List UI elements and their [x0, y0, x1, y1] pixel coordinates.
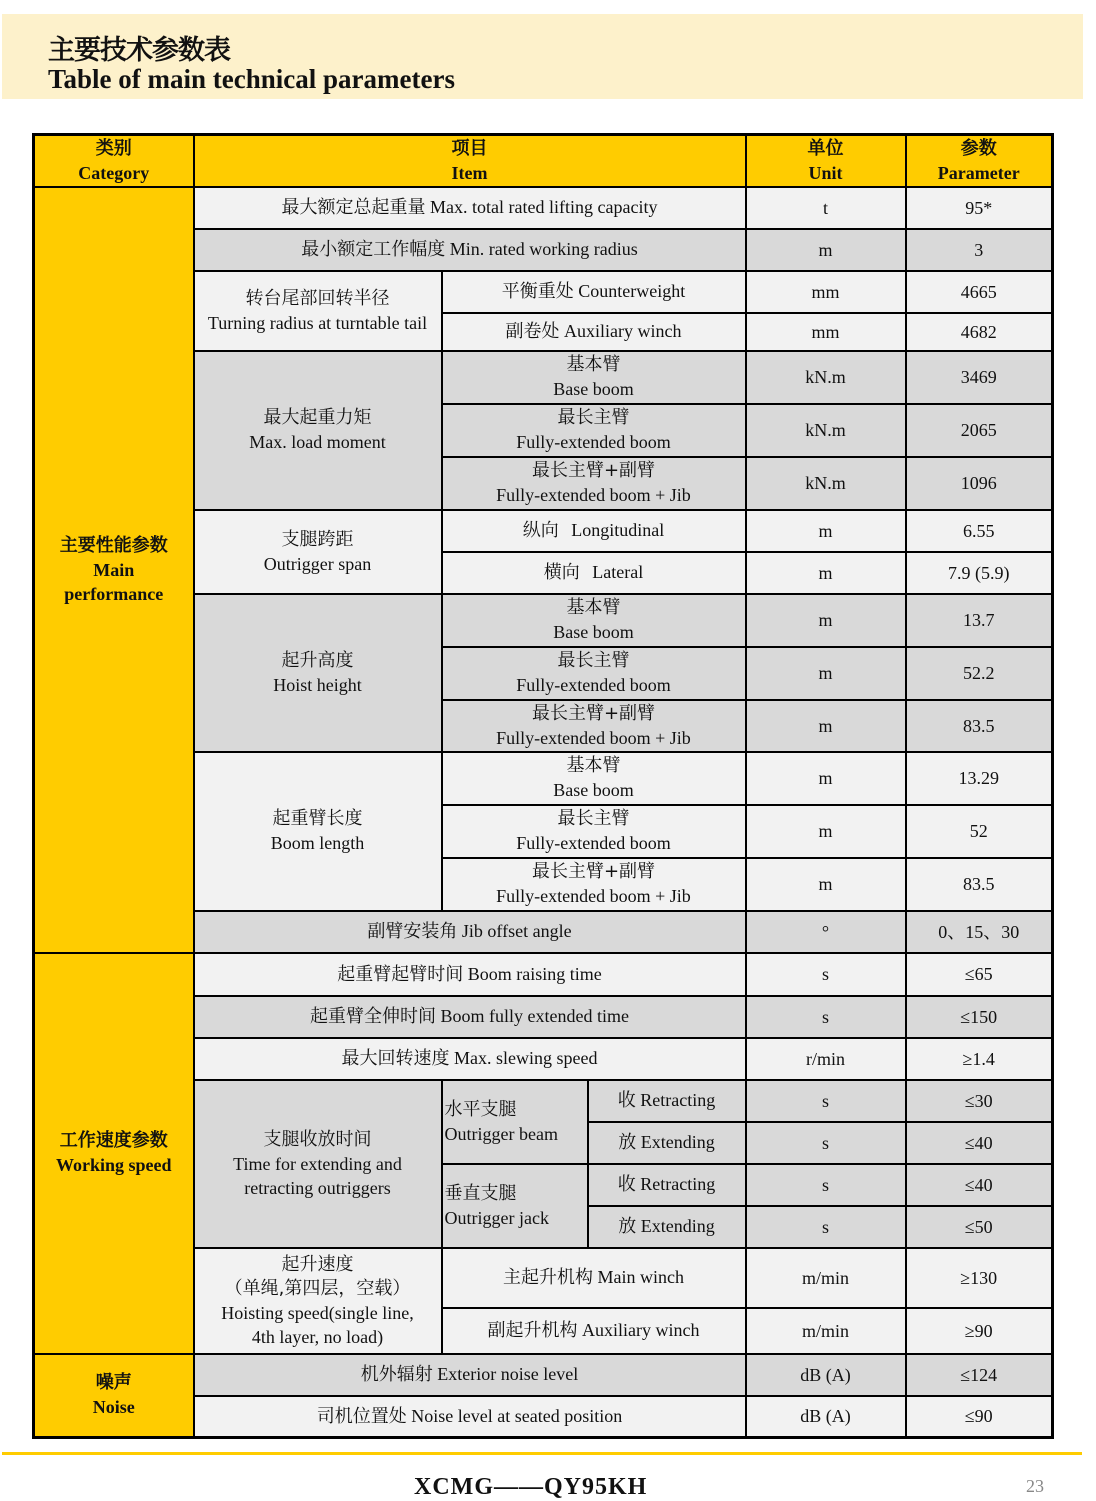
cell-text: 垂直支腿	[444, 1182, 517, 1204]
value-cell: 1096	[906, 457, 1053, 510]
cell-text: Fully-extended boom + Jib	[496, 727, 691, 748]
cell-text: Max. load moment	[249, 432, 386, 452]
unit-cell: m	[746, 510, 906, 552]
cell-text: 最长主臂+副臂	[531, 460, 656, 481]
cell-text: 主起升机构	[503, 1267, 593, 1288]
group-outrigger-beam	[442, 1080, 588, 1164]
cell-text: Outrigger beam	[444, 1123, 558, 1144]
cell-text: 纵向	[522, 520, 559, 541]
cell-text: Main	[93, 559, 135, 580]
unit-cell: dB (A)	[746, 1396, 906, 1438]
value-cell: 0、15、30	[906, 911, 1053, 953]
unit-cell: s	[746, 1206, 906, 1248]
item-cell	[442, 700, 746, 752]
header-parameter	[906, 135, 1053, 187]
value-cell: 4682	[906, 313, 1053, 351]
category-main-performance	[34, 187, 194, 953]
title-en: Table of main technical parameters	[48, 64, 455, 94]
group-tail-radius	[194, 271, 442, 351]
title-zh: 主要技术参数表	[48, 35, 230, 66]
table-row	[34, 187, 1053, 229]
cell-text: Fully-extended boom	[516, 675, 671, 695]
value-cell: ≥130	[906, 1248, 1053, 1308]
cell-text: Base boom	[553, 379, 634, 399]
cell-text: 类别	[95, 137, 132, 159]
cell-text: Lateral	[592, 562, 644, 582]
item-cell	[194, 187, 746, 229]
unit-cell: m	[746, 594, 906, 647]
cell-text: Fully-extended boom + Jib	[496, 485, 691, 505]
unit-cell: mm	[746, 313, 906, 351]
item-cell	[442, 351, 746, 404]
value-cell: 13.29	[906, 752, 1053, 805]
cell-text: Boom length	[270, 833, 365, 853]
group-load-moment	[194, 351, 442, 510]
cell-text: 最长主臂	[557, 808, 630, 829]
cell-text: 最小额定工作幅度	[301, 239, 446, 260]
cell-text: performance	[64, 583, 164, 604]
unit-cell: m/min	[746, 1248, 906, 1308]
cell-text: Noise level at seated position	[411, 1405, 623, 1426]
cell-text: retracting outriggers	[244, 1177, 391, 1198]
item-cell	[442, 594, 746, 647]
cell-text: 最长主臂	[557, 407, 630, 428]
group-outrigger-jack	[442, 1164, 588, 1248]
unit-cell: °	[746, 911, 906, 953]
cell-text: Boom fully extended time	[440, 1006, 629, 1026]
cell-text: 最长主臂+副臂	[531, 861, 656, 882]
value-cell: ≤30	[906, 1080, 1053, 1122]
cell-text: 基本臂	[566, 755, 621, 776]
cell-text: 起升高度	[281, 649, 354, 671]
item-cell	[442, 647, 746, 700]
cell-text: Max. slewing speed	[454, 1048, 598, 1068]
value-cell: 7.9 (5.9)	[906, 552, 1053, 594]
cell-text: 起重臂长度	[272, 808, 363, 829]
value-cell: 2065	[906, 404, 1053, 457]
value-cell: ≤65	[906, 953, 1053, 996]
group-hoist-height	[194, 594, 442, 752]
cell-text: （单绳,第四层，空载）	[224, 1277, 411, 1299]
cell-text: 放	[618, 1216, 637, 1237]
item-cell	[194, 229, 746, 271]
unit-cell: kN.m	[746, 457, 906, 510]
value-cell: 52.2	[906, 647, 1053, 700]
item-cell	[442, 552, 746, 594]
cell-text: 起重臂起臂时间	[337, 963, 464, 985]
unit-cell: mm	[746, 271, 906, 313]
value-cell: ≤90	[906, 1396, 1053, 1438]
value-cell: 3469	[906, 351, 1053, 404]
cell-text: 副起升机构	[487, 1320, 578, 1341]
unit-cell: m	[746, 752, 906, 805]
unit-cell: m	[746, 858, 906, 911]
unit-cell: m	[746, 552, 906, 594]
item-cell	[442, 805, 746, 858]
item-cell	[194, 953, 746, 996]
cell-text: 基本臂	[566, 354, 621, 375]
group-hoisting-speed	[194, 1248, 442, 1354]
header-category	[34, 135, 194, 187]
unit-cell: kN.m	[746, 404, 906, 457]
parameters-table	[32, 133, 1054, 1439]
item-cell	[194, 1396, 746, 1438]
cell-text: 参数	[960, 137, 997, 159]
table-header	[34, 135, 1053, 187]
value-cell: 6.55	[906, 510, 1053, 552]
cell-text: Extending	[640, 1216, 715, 1236]
unit-cell: s	[746, 953, 906, 996]
cell-text: Category	[78, 162, 150, 183]
item-cell	[588, 1164, 746, 1206]
cell-text: 平衡重处	[501, 281, 574, 302]
value-cell: 83.5	[906, 700, 1053, 752]
cell-text: Exterior noise level	[437, 1364, 579, 1384]
item-cell	[442, 404, 746, 457]
header-item	[194, 135, 746, 187]
cell-text: 支腿收放时间	[263, 1128, 372, 1150]
table-row	[34, 1354, 1053, 1396]
cell-text: 最长主臂	[557, 650, 630, 671]
title-banner	[2, 14, 1083, 99]
unit-cell: s	[746, 1080, 906, 1122]
value-cell: 95*	[906, 187, 1053, 229]
item-cell	[588, 1206, 746, 1248]
footer-divider	[2, 1452, 1082, 1455]
cell-text: Max. total rated lifting capacity	[430, 197, 658, 217]
cell-text: Retracting	[640, 1174, 716, 1194]
unit-cell: m	[746, 700, 906, 752]
cell-text: 转台尾部回转半径	[245, 287, 390, 309]
item-cell	[194, 911, 746, 953]
value-cell: 52	[906, 805, 1053, 858]
item-cell	[442, 858, 746, 911]
value-cell: 83.5	[906, 858, 1053, 911]
unit-cell: t	[746, 187, 906, 229]
unit-cell: s	[746, 1122, 906, 1164]
item-cell	[194, 996, 746, 1038]
unit-cell: m/min	[746, 1308, 906, 1354]
cell-text: Auxiliary winch	[582, 1320, 700, 1340]
cell-text: Parameter	[937, 162, 1020, 183]
cell-text: Jib offset angle	[461, 921, 572, 941]
cell-text: Auxiliary winch	[564, 321, 682, 341]
cell-text: 横向	[543, 562, 580, 583]
cell-text: 工作速度参数	[59, 1130, 168, 1151]
cell-text: 收	[617, 1174, 636, 1195]
unit-cell: m	[746, 805, 906, 858]
cell-text: Extending	[640, 1132, 715, 1152]
unit-cell: m	[746, 647, 906, 700]
group-outrigger-time	[194, 1080, 442, 1248]
unit-cell: m	[746, 229, 906, 271]
cell-text: 最大起重力矩	[263, 407, 372, 428]
cell-text: 主要性能参数	[59, 534, 168, 556]
cell-text: 放	[618, 1132, 637, 1153]
cell-text: 副卷处	[505, 321, 560, 342]
cell-text: 最大额定总起重量	[281, 197, 426, 218]
value-cell: 4665	[906, 271, 1053, 313]
cell-text: Noise	[92, 1397, 135, 1418]
cell-text: Base boom	[553, 622, 634, 642]
cell-text: 最大回转速度	[341, 1048, 450, 1069]
table-row	[34, 953, 1053, 996]
item-cell	[442, 457, 746, 510]
cell-text: Fully-extended boom	[516, 833, 671, 853]
value-cell: ≥1.4	[906, 1038, 1053, 1080]
value-cell: 3	[906, 229, 1053, 271]
cell-text: Item	[451, 162, 488, 183]
value-cell: ≥90	[906, 1308, 1053, 1354]
cell-text: 支腿跨距	[281, 528, 354, 550]
cell-text: Retracting	[640, 1090, 716, 1110]
cell-text: Boom raising time	[467, 963, 602, 984]
cell-text: Unit	[808, 162, 843, 183]
cell-text: 单位	[807, 137, 844, 159]
unit-cell: s	[746, 1164, 906, 1206]
cell-text: 机外辐射	[360, 1364, 433, 1385]
item-cell	[588, 1080, 746, 1122]
group-boom-length	[194, 752, 442, 911]
cell-text: Fully-extended boom + Jib	[496, 886, 691, 906]
cell-text: Time for extending and	[233, 1153, 402, 1174]
item-cell	[442, 1248, 746, 1308]
cell-text: Outrigger span	[263, 553, 372, 574]
cell-text: 水平支腿	[444, 1098, 517, 1120]
header-unit	[746, 135, 906, 187]
value-cell: ≤40	[906, 1122, 1053, 1164]
item-cell	[442, 313, 746, 351]
page-number: 23	[1026, 1476, 1044, 1496]
unit-cell: r/min	[746, 1038, 906, 1080]
cell-text: Hoist height	[273, 674, 362, 695]
cell-text: Longitudinal	[571, 520, 665, 540]
cell-text: Counterweight	[578, 281, 686, 301]
cell-text: Turning radius at turntable tail	[207, 312, 428, 333]
footer-model: XCMG——QY95KH	[414, 1474, 648, 1500]
cell-text: 最长主臂+副臂	[531, 702, 656, 724]
cell-text: 收	[617, 1090, 636, 1111]
cell-text: 起重臂全伸时间	[310, 1006, 437, 1027]
unit-cell: kN.m	[746, 351, 906, 404]
item-cell	[194, 1354, 746, 1396]
value-cell: ≤40	[906, 1164, 1053, 1206]
cell-text: 基本臂	[566, 597, 621, 618]
value-cell: ≤150	[906, 996, 1053, 1038]
cell-text: 噪声	[95, 1372, 132, 1394]
item-cell	[194, 1038, 746, 1080]
cell-text: 项目	[451, 137, 488, 159]
group-outrigger-span	[194, 510, 442, 594]
cell-text: Outrigger jack	[444, 1207, 549, 1228]
category-working-speed	[34, 953, 194, 1354]
cell-text: 4th layer, no load)	[251, 1326, 384, 1347]
cell-text: Fully-extended boom	[516, 432, 671, 452]
cell-text: Min. rated working radius	[449, 239, 638, 259]
value-cell: ≤50	[906, 1206, 1053, 1248]
cell-text: Main winch	[597, 1267, 684, 1287]
category-noise	[34, 1354, 194, 1438]
cell-text: 司机位置处	[316, 1405, 407, 1427]
cell-text: Working speed	[55, 1155, 172, 1175]
cell-text: Base boom	[553, 780, 634, 800]
item-cell	[442, 1308, 746, 1354]
unit-cell: dB (A)	[746, 1354, 906, 1396]
unit-cell: s	[746, 996, 906, 1038]
item-cell	[442, 752, 746, 805]
cell-text: Hoisting speed(single line,	[221, 1302, 414, 1323]
item-cell	[588, 1122, 746, 1164]
cell-text: 副臂安装角	[367, 921, 458, 942]
value-cell: 13.7	[906, 594, 1053, 647]
cell-text: 起升速度	[281, 1253, 354, 1275]
value-cell: ≤124	[906, 1354, 1053, 1396]
item-cell	[442, 271, 746, 313]
item-cell	[442, 510, 746, 552]
